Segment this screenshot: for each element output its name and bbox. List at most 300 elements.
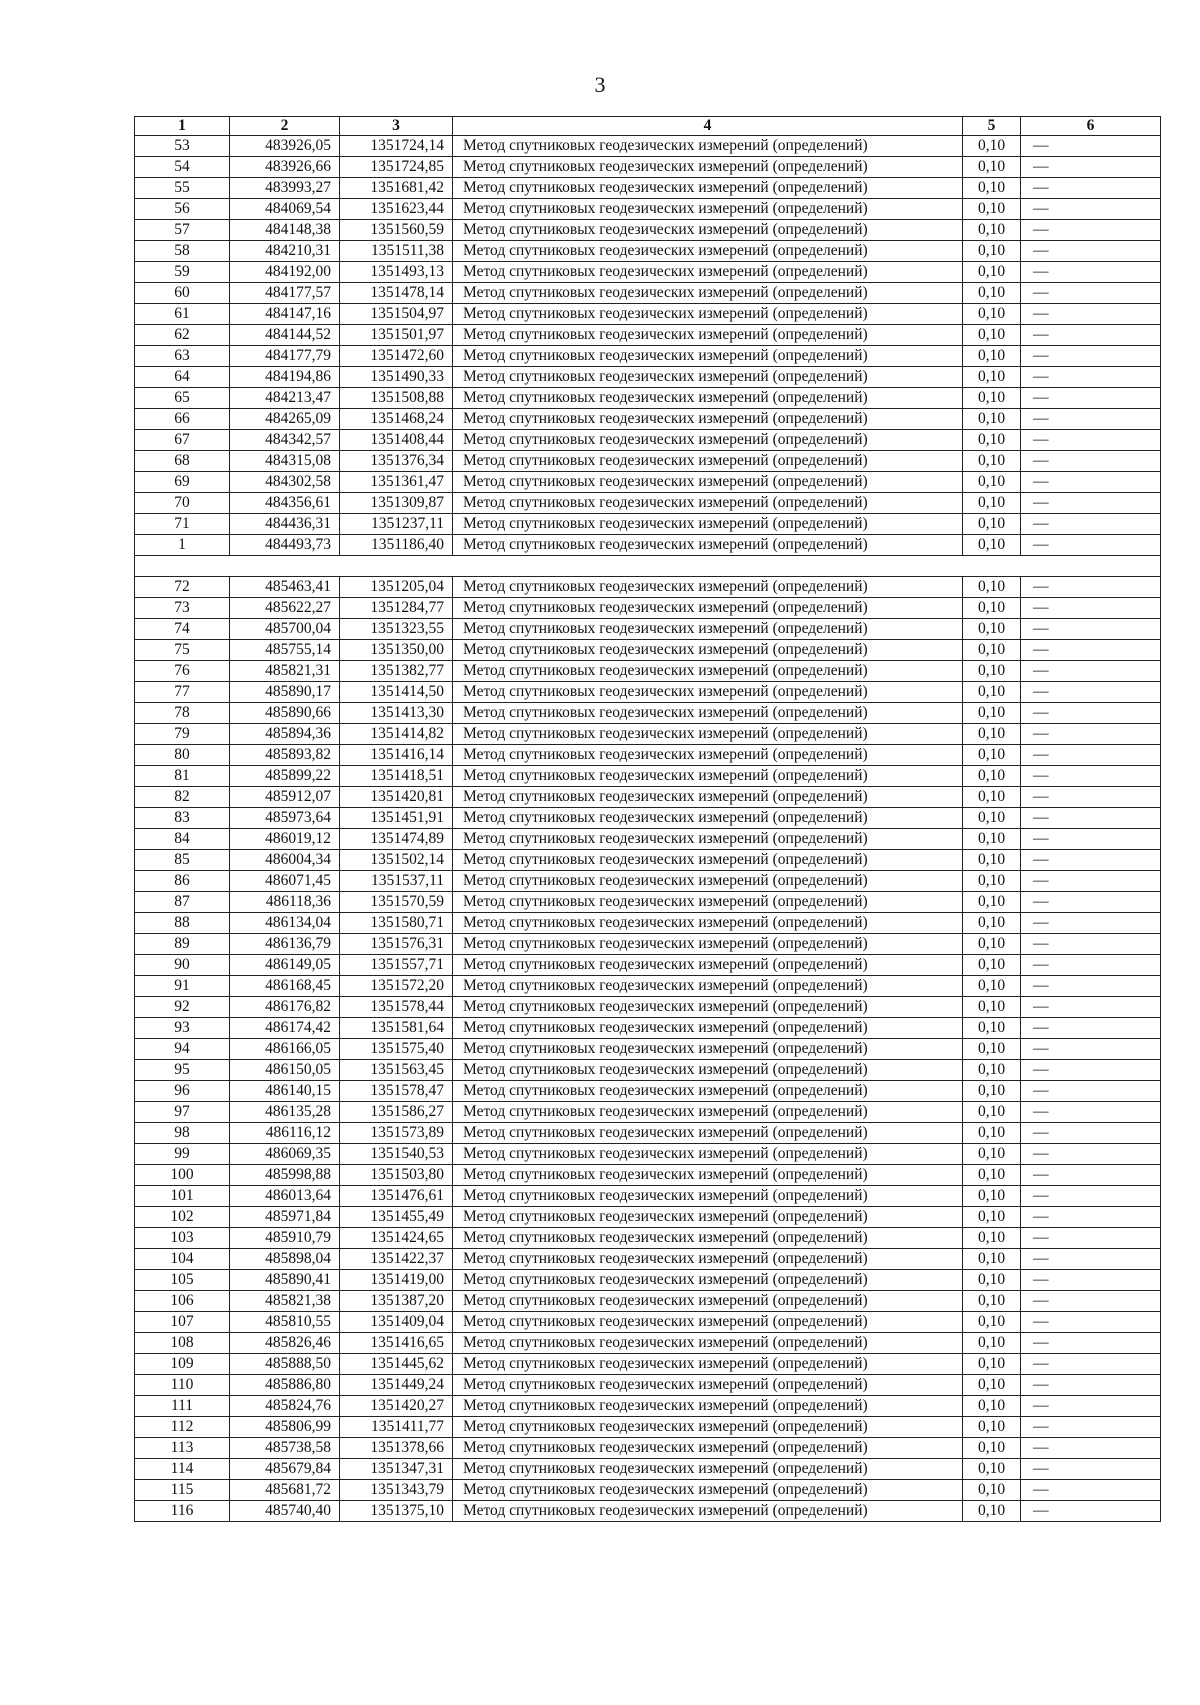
method-cell: Метод спутниковых геодезических измерений (определений) bbox=[453, 451, 963, 472]
table-row bbox=[135, 514, 1161, 535]
x-coordinate-cell: 485821,38 bbox=[230, 1291, 340, 1312]
method-cell: Метод спутниковых геодезических измерений (определений) bbox=[453, 598, 963, 619]
x-coordinate-cell: 484192,00 bbox=[230, 262, 340, 283]
y-coordinate-cell: 1351420,81 bbox=[340, 787, 453, 808]
note-cell: — bbox=[1021, 1417, 1161, 1438]
y-coordinate-cell: 1351387,20 bbox=[340, 1291, 453, 1312]
y-coordinate-cell: 1351205,04 bbox=[340, 577, 453, 598]
point-number-cell: 79 bbox=[135, 724, 230, 745]
precision-cell: 0,10 bbox=[963, 178, 1021, 199]
method-cell: Метод спутниковых геодезических измерений (определений) bbox=[453, 640, 963, 661]
note-cell: — bbox=[1021, 1396, 1161, 1417]
y-coordinate-cell: 1351681,42 bbox=[340, 178, 453, 199]
method-cell: Метод спутниковых геодезических измерений (определений) bbox=[453, 934, 963, 955]
note-cell: — bbox=[1021, 1354, 1161, 1375]
note-cell: — bbox=[1021, 493, 1161, 514]
precision-cell: 0,10 bbox=[963, 241, 1021, 262]
x-coordinate-cell: 485810,55 bbox=[230, 1312, 340, 1333]
table-row bbox=[135, 451, 1161, 472]
point-number-cell: 98 bbox=[135, 1123, 230, 1144]
point-number-cell: 85 bbox=[135, 850, 230, 871]
method-cell: Метод спутниковых геодезических измерений (определений) bbox=[453, 493, 963, 514]
method-cell: Метод спутниковых геодезических измерений (определений) bbox=[453, 346, 963, 367]
method-cell: Метод спутниковых геодезических измерений (определений) bbox=[453, 1186, 963, 1207]
x-coordinate-cell: 485893,82 bbox=[230, 745, 340, 766]
method-cell: Метод спутниковых геодезических измерений (определений) bbox=[453, 619, 963, 640]
x-coordinate-cell: 484148,38 bbox=[230, 220, 340, 241]
table-row bbox=[135, 1270, 1161, 1291]
y-coordinate-cell: 1351502,14 bbox=[340, 850, 453, 871]
note-cell: — bbox=[1021, 1207, 1161, 1228]
method-cell: Метод спутниковых геодезических измерений (определений) bbox=[453, 997, 963, 1018]
method-cell: Метод спутниковых геодезических измерений (определений) bbox=[453, 661, 963, 682]
note-cell: — bbox=[1021, 1102, 1161, 1123]
y-coordinate-cell: 1351420,27 bbox=[340, 1396, 453, 1417]
precision-cell: 0,10 bbox=[963, 1018, 1021, 1039]
x-coordinate-cell: 486166,05 bbox=[230, 1039, 340, 1060]
point-number-cell: 75 bbox=[135, 640, 230, 661]
table-row bbox=[135, 703, 1161, 724]
x-coordinate-cell: 484069,54 bbox=[230, 199, 340, 220]
precision-cell: 0,10 bbox=[963, 367, 1021, 388]
method-cell: Метод спутниковых геодезических измерений (определений) bbox=[453, 241, 963, 262]
point-number-cell: 61 bbox=[135, 304, 230, 325]
point-number-cell: 63 bbox=[135, 346, 230, 367]
table-row bbox=[135, 1375, 1161, 1396]
precision-cell: 0,10 bbox=[963, 346, 1021, 367]
precision-cell: 0,10 bbox=[963, 829, 1021, 850]
note-cell: — bbox=[1021, 598, 1161, 619]
method-cell: Метод спутниковых геодезических измерений (определений) bbox=[453, 1354, 963, 1375]
y-coordinate-cell: 1351476,61 bbox=[340, 1186, 453, 1207]
y-coordinate-cell: 1351578,44 bbox=[340, 997, 453, 1018]
method-cell: Метод спутниковых геодезических измерений (определений) bbox=[453, 1501, 963, 1522]
y-coordinate-cell: 1351570,59 bbox=[340, 892, 453, 913]
x-coordinate-cell: 483993,27 bbox=[230, 178, 340, 199]
precision-cell: 0,10 bbox=[963, 325, 1021, 346]
method-cell: Метод спутниковых геодезических измерений (определений) bbox=[453, 535, 963, 556]
point-number-cell: 74 bbox=[135, 619, 230, 640]
method-cell: Метод спутниковых геодезических измерений (определений) bbox=[453, 724, 963, 745]
table-row bbox=[135, 1438, 1161, 1459]
point-number-cell: 106 bbox=[135, 1291, 230, 1312]
point-number-cell: 68 bbox=[135, 451, 230, 472]
table-row bbox=[135, 892, 1161, 913]
note-cell: — bbox=[1021, 1480, 1161, 1501]
precision-cell: 0,10 bbox=[963, 451, 1021, 472]
x-coordinate-cell: 486135,28 bbox=[230, 1102, 340, 1123]
method-cell: Метод спутниковых геодезических измерений (определений) bbox=[453, 892, 963, 913]
point-number-cell: 105 bbox=[135, 1270, 230, 1291]
y-coordinate-cell: 1351557,71 bbox=[340, 955, 453, 976]
table-row bbox=[135, 1039, 1161, 1060]
table-row bbox=[135, 1354, 1161, 1375]
y-coordinate-cell: 1351581,64 bbox=[340, 1018, 453, 1039]
method-cell: Метод спутниковых геодезических измерений (определений) bbox=[453, 283, 963, 304]
note-cell: — bbox=[1021, 934, 1161, 955]
note-cell: — bbox=[1021, 1291, 1161, 1312]
method-cell: Метод спутниковых геодезических измерений (определений) bbox=[453, 1102, 963, 1123]
precision-cell: 0,10 bbox=[963, 1207, 1021, 1228]
table-row bbox=[135, 661, 1161, 682]
x-coordinate-cell: 486136,79 bbox=[230, 934, 340, 955]
precision-cell: 0,10 bbox=[963, 766, 1021, 787]
method-cell: Метод спутниковых геодезических измерений (определений) bbox=[453, 304, 963, 325]
note-cell: — bbox=[1021, 871, 1161, 892]
y-coordinate-cell: 1351375,10 bbox=[340, 1501, 453, 1522]
point-number-cell: 59 bbox=[135, 262, 230, 283]
point-number-cell: 116 bbox=[135, 1501, 230, 1522]
table-row bbox=[135, 367, 1161, 388]
note-cell: — bbox=[1021, 1123, 1161, 1144]
x-coordinate-cell: 485824,76 bbox=[230, 1396, 340, 1417]
note-cell: — bbox=[1021, 304, 1161, 325]
note-cell: — bbox=[1021, 1060, 1161, 1081]
y-coordinate-cell: 1351504,97 bbox=[340, 304, 453, 325]
x-coordinate-cell: 486134,04 bbox=[230, 913, 340, 934]
y-coordinate-cell: 1351560,59 bbox=[340, 220, 453, 241]
y-coordinate-cell: 1351537,11 bbox=[340, 871, 453, 892]
table-header bbox=[135, 117, 1161, 136]
precision-cell: 0,10 bbox=[963, 640, 1021, 661]
precision-cell: 0,10 bbox=[963, 472, 1021, 493]
note-cell: — bbox=[1021, 661, 1161, 682]
page-number: 3 bbox=[594, 72, 606, 97]
point-number-cell: 111 bbox=[135, 1396, 230, 1417]
method-cell: Метод спутниковых геодезических измерений (определений) bbox=[453, 1207, 963, 1228]
y-coordinate-cell: 1351422,37 bbox=[340, 1249, 453, 1270]
point-number-cell: 57 bbox=[135, 220, 230, 241]
point-number-cell: 77 bbox=[135, 682, 230, 703]
note-cell: — bbox=[1021, 913, 1161, 934]
point-number-cell: 53 bbox=[135, 136, 230, 157]
point-number-cell: 83 bbox=[135, 808, 230, 829]
precision-cell: 0,10 bbox=[963, 1102, 1021, 1123]
table-row bbox=[135, 1501, 1161, 1522]
table-row bbox=[135, 1102, 1161, 1123]
note-cell: — bbox=[1021, 703, 1161, 724]
precision-cell: 0,10 bbox=[963, 1165, 1021, 1186]
method-cell: Метод спутниковых геодезических измерений (определений) bbox=[453, 1039, 963, 1060]
table-row bbox=[135, 493, 1161, 514]
note-cell: — bbox=[1021, 472, 1161, 493]
point-number-cell: 110 bbox=[135, 1375, 230, 1396]
precision-cell: 0,10 bbox=[963, 787, 1021, 808]
method-cell: Метод спутниковых геодезических измерений (определений) bbox=[453, 220, 963, 241]
precision-cell: 0,10 bbox=[963, 1270, 1021, 1291]
table-row bbox=[135, 388, 1161, 409]
table-row bbox=[135, 1081, 1161, 1102]
precision-cell: 0,10 bbox=[963, 493, 1021, 514]
point-number-cell: 115 bbox=[135, 1480, 230, 1501]
y-coordinate-cell: 1351451,91 bbox=[340, 808, 453, 829]
x-coordinate-cell: 483926,66 bbox=[230, 157, 340, 178]
note-cell: — bbox=[1021, 724, 1161, 745]
y-coordinate-cell: 1351563,45 bbox=[340, 1060, 453, 1081]
precision-cell: 0,10 bbox=[963, 1333, 1021, 1354]
table-row bbox=[135, 157, 1161, 178]
point-number-cell: 92 bbox=[135, 997, 230, 1018]
precision-cell: 0,10 bbox=[963, 1291, 1021, 1312]
method-cell: Метод спутниковых геодезических измерений (определений) bbox=[453, 1165, 963, 1186]
x-coordinate-cell: 485886,80 bbox=[230, 1375, 340, 1396]
note-cell: — bbox=[1021, 241, 1161, 262]
y-coordinate-cell: 1351382,77 bbox=[340, 661, 453, 682]
method-cell: Метод спутниковых геодезических измерений (определений) bbox=[453, 262, 963, 283]
table-row bbox=[135, 745, 1161, 766]
note-cell: — bbox=[1021, 1459, 1161, 1480]
x-coordinate-cell: 485681,72 bbox=[230, 1480, 340, 1501]
table-row bbox=[135, 787, 1161, 808]
y-coordinate-cell: 1351578,47 bbox=[340, 1081, 453, 1102]
y-coordinate-cell: 1351503,80 bbox=[340, 1165, 453, 1186]
y-coordinate-cell: 1351414,82 bbox=[340, 724, 453, 745]
y-coordinate-cell: 1351540,53 bbox=[340, 1144, 453, 1165]
method-cell: Метод спутниковых геодезических измерений (определений) bbox=[453, 1333, 963, 1354]
table-row bbox=[135, 640, 1161, 661]
x-coordinate-cell: 485890,17 bbox=[230, 682, 340, 703]
y-coordinate-cell: 1351455,49 bbox=[340, 1207, 453, 1228]
method-cell: Метод спутниковых геодезических измерений (определений) bbox=[453, 1228, 963, 1249]
precision-cell: 0,10 bbox=[963, 1480, 1021, 1501]
x-coordinate-cell: 484356,61 bbox=[230, 493, 340, 514]
note-cell: — bbox=[1021, 157, 1161, 178]
header-col-2: 2 bbox=[230, 117, 340, 136]
note-cell: — bbox=[1021, 409, 1161, 430]
precision-cell: 0,10 bbox=[963, 1039, 1021, 1060]
point-number-cell: 112 bbox=[135, 1417, 230, 1438]
table-row bbox=[135, 577, 1161, 598]
point-number-cell: 90 bbox=[135, 955, 230, 976]
point-number-cell: 86 bbox=[135, 871, 230, 892]
x-coordinate-cell: 484144,52 bbox=[230, 325, 340, 346]
x-coordinate-cell: 484342,57 bbox=[230, 430, 340, 451]
y-coordinate-cell: 1351186,40 bbox=[340, 535, 453, 556]
precision-cell: 0,10 bbox=[963, 1459, 1021, 1480]
y-coordinate-cell: 1351378,66 bbox=[340, 1438, 453, 1459]
table-row bbox=[135, 850, 1161, 871]
y-coordinate-cell: 1351474,89 bbox=[340, 829, 453, 850]
x-coordinate-cell: 485910,79 bbox=[230, 1228, 340, 1249]
x-coordinate-cell: 485898,04 bbox=[230, 1249, 340, 1270]
x-coordinate-cell: 484315,08 bbox=[230, 451, 340, 472]
method-cell: Метод спутниковых геодезических измерений (определений) bbox=[453, 409, 963, 430]
method-cell: Метод спутниковых геодезических измерений (определений) bbox=[453, 745, 963, 766]
y-coordinate-cell: 1351419,00 bbox=[340, 1270, 453, 1291]
table-row bbox=[135, 262, 1161, 283]
note-cell: — bbox=[1021, 1312, 1161, 1333]
precision-cell: 0,10 bbox=[963, 1123, 1021, 1144]
table-row bbox=[135, 535, 1161, 556]
point-number-cell: 97 bbox=[135, 1102, 230, 1123]
y-coordinate-cell: 1351416,14 bbox=[340, 745, 453, 766]
method-cell: Метод спутниковых геодезических измерений (определений) bbox=[453, 976, 963, 997]
precision-cell: 0,10 bbox=[963, 724, 1021, 745]
method-cell: Метод спутниковых геодезических измерений (определений) bbox=[453, 1312, 963, 1333]
precision-cell: 0,10 bbox=[963, 913, 1021, 934]
method-cell: Метод спутниковых геодезических измерений (определений) bbox=[453, 325, 963, 346]
y-coordinate-cell: 1351409,04 bbox=[340, 1312, 453, 1333]
precision-cell: 0,10 bbox=[963, 430, 1021, 451]
table-row bbox=[135, 409, 1161, 430]
y-coordinate-cell: 1351424,65 bbox=[340, 1228, 453, 1249]
table-row bbox=[135, 619, 1161, 640]
x-coordinate-cell: 485899,22 bbox=[230, 766, 340, 787]
point-number-cell: 64 bbox=[135, 367, 230, 388]
point-number-cell: 96 bbox=[135, 1081, 230, 1102]
point-number-cell: 104 bbox=[135, 1249, 230, 1270]
note-cell: — bbox=[1021, 892, 1161, 913]
y-coordinate-cell: 1351376,34 bbox=[340, 451, 453, 472]
point-number-cell: 71 bbox=[135, 514, 230, 535]
table-row bbox=[135, 682, 1161, 703]
table-row bbox=[135, 1123, 1161, 1144]
header-col-3: 3 bbox=[340, 117, 453, 136]
precision-cell: 0,10 bbox=[963, 703, 1021, 724]
precision-cell: 0,10 bbox=[963, 1228, 1021, 1249]
note-cell: — bbox=[1021, 1438, 1161, 1459]
x-coordinate-cell: 485826,46 bbox=[230, 1333, 340, 1354]
method-cell: Метод спутниковых геодезических измерений (определений) bbox=[453, 682, 963, 703]
y-coordinate-cell: 1351350,00 bbox=[340, 640, 453, 661]
point-number-cell: 95 bbox=[135, 1060, 230, 1081]
method-cell: Метод спутниковых геодезических измерений (определений) bbox=[453, 808, 963, 829]
table-row bbox=[135, 1333, 1161, 1354]
method-cell: Метод спутниковых геодезических измерений (определений) bbox=[453, 1438, 963, 1459]
y-coordinate-cell: 1351237,11 bbox=[340, 514, 453, 535]
table-row bbox=[135, 1144, 1161, 1165]
note-cell: — bbox=[1021, 1165, 1161, 1186]
point-number-cell: 91 bbox=[135, 976, 230, 997]
point-number-cell: 82 bbox=[135, 787, 230, 808]
precision-cell: 0,10 bbox=[963, 304, 1021, 325]
x-coordinate-cell: 485888,50 bbox=[230, 1354, 340, 1375]
precision-cell: 0,10 bbox=[963, 262, 1021, 283]
x-coordinate-cell: 486013,64 bbox=[230, 1186, 340, 1207]
method-cell: Метод спутниковых геодезических измерений (определений) bbox=[453, 367, 963, 388]
x-coordinate-cell: 485973,64 bbox=[230, 808, 340, 829]
method-cell: Метод спутниковых геодезических измерений (определений) bbox=[453, 577, 963, 598]
y-coordinate-cell: 1351414,50 bbox=[340, 682, 453, 703]
note-cell: — bbox=[1021, 787, 1161, 808]
note-cell: — bbox=[1021, 1144, 1161, 1165]
y-coordinate-cell: 1351309,87 bbox=[340, 493, 453, 514]
point-number-cell: 103 bbox=[135, 1228, 230, 1249]
point-number-cell: 100 bbox=[135, 1165, 230, 1186]
table-row bbox=[135, 283, 1161, 304]
table-body bbox=[135, 136, 1161, 1522]
precision-cell: 0,10 bbox=[963, 1396, 1021, 1417]
table-row bbox=[135, 1396, 1161, 1417]
method-cell: Метод спутниковых геодезических измерений (определений) bbox=[453, 1081, 963, 1102]
precision-cell: 0,10 bbox=[963, 514, 1021, 535]
method-cell: Метод спутниковых геодезических измерений (определений) bbox=[453, 514, 963, 535]
group-separator-row bbox=[135, 556, 1161, 577]
header-col-4: 4 bbox=[453, 117, 963, 136]
x-coordinate-cell: 486174,42 bbox=[230, 1018, 340, 1039]
point-number-cell: 69 bbox=[135, 472, 230, 493]
table-row bbox=[135, 1228, 1161, 1249]
y-coordinate-cell: 1351586,27 bbox=[340, 1102, 453, 1123]
point-number-cell: 99 bbox=[135, 1144, 230, 1165]
precision-cell: 0,10 bbox=[963, 1249, 1021, 1270]
note-cell: — bbox=[1021, 199, 1161, 220]
table-row bbox=[135, 766, 1161, 787]
table-row bbox=[135, 1186, 1161, 1207]
point-number-cell: 70 bbox=[135, 493, 230, 514]
point-number-cell: 89 bbox=[135, 934, 230, 955]
note-cell: — bbox=[1021, 640, 1161, 661]
x-coordinate-cell: 485998,88 bbox=[230, 1165, 340, 1186]
x-coordinate-cell: 486140,15 bbox=[230, 1081, 340, 1102]
x-coordinate-cell: 485890,66 bbox=[230, 703, 340, 724]
precision-cell: 0,10 bbox=[963, 220, 1021, 241]
point-number-cell: 55 bbox=[135, 178, 230, 199]
y-coordinate-cell: 1351724,14 bbox=[340, 136, 453, 157]
precision-cell: 0,10 bbox=[963, 1354, 1021, 1375]
precision-cell: 0,10 bbox=[963, 283, 1021, 304]
note-cell: — bbox=[1021, 535, 1161, 556]
precision-cell: 0,10 bbox=[963, 1186, 1021, 1207]
table-row bbox=[135, 1249, 1161, 1270]
x-coordinate-cell: 485755,14 bbox=[230, 640, 340, 661]
table-row bbox=[135, 1417, 1161, 1438]
x-coordinate-cell: 485700,04 bbox=[230, 619, 340, 640]
method-cell: Метод спутниковых геодезических измерений (определений) bbox=[453, 1480, 963, 1501]
x-coordinate-cell: 484147,16 bbox=[230, 304, 340, 325]
point-number-cell: 88 bbox=[135, 913, 230, 934]
precision-cell: 0,10 bbox=[963, 661, 1021, 682]
method-cell: Метод спутниковых геодезических измерений (определений) bbox=[453, 955, 963, 976]
point-number-cell: 62 bbox=[135, 325, 230, 346]
y-coordinate-cell: 1351580,71 bbox=[340, 913, 453, 934]
precision-cell: 0,10 bbox=[963, 997, 1021, 1018]
x-coordinate-cell: 485463,41 bbox=[230, 577, 340, 598]
x-coordinate-cell: 485971,84 bbox=[230, 1207, 340, 1228]
note-cell: — bbox=[1021, 577, 1161, 598]
table-row bbox=[135, 1312, 1161, 1333]
point-number-cell: 87 bbox=[135, 892, 230, 913]
x-coordinate-cell: 485894,36 bbox=[230, 724, 340, 745]
y-coordinate-cell: 1351575,40 bbox=[340, 1039, 453, 1060]
precision-cell: 0,10 bbox=[963, 1438, 1021, 1459]
method-cell: Метод спутниковых геодезических измерений (определений) bbox=[453, 157, 963, 178]
method-cell: Метод спутниковых геодезических измерений (определений) bbox=[453, 913, 963, 934]
precision-cell: 0,10 bbox=[963, 1375, 1021, 1396]
table-row bbox=[135, 472, 1161, 493]
note-cell: — bbox=[1021, 766, 1161, 787]
note-cell: — bbox=[1021, 367, 1161, 388]
note-cell: — bbox=[1021, 178, 1161, 199]
table-row bbox=[135, 1480, 1161, 1501]
precision-cell: 0,10 bbox=[963, 745, 1021, 766]
y-coordinate-cell: 1351445,62 bbox=[340, 1354, 453, 1375]
table-row bbox=[135, 136, 1161, 157]
note-cell: — bbox=[1021, 262, 1161, 283]
method-cell: Метод спутниковых геодезических измерений (определений) bbox=[453, 1291, 963, 1312]
header-row bbox=[135, 117, 1161, 136]
table-row bbox=[135, 220, 1161, 241]
method-cell: Метод спутниковых геодезических измерений (определений) bbox=[453, 178, 963, 199]
group-separator-cell bbox=[135, 556, 1161, 577]
note-cell: — bbox=[1021, 451, 1161, 472]
y-coordinate-cell: 1351347,31 bbox=[340, 1459, 453, 1480]
note-cell: — bbox=[1021, 682, 1161, 703]
note-cell: — bbox=[1021, 1249, 1161, 1270]
precision-cell: 0,10 bbox=[963, 1060, 1021, 1081]
table-row bbox=[135, 913, 1161, 934]
point-number-cell: 73 bbox=[135, 598, 230, 619]
